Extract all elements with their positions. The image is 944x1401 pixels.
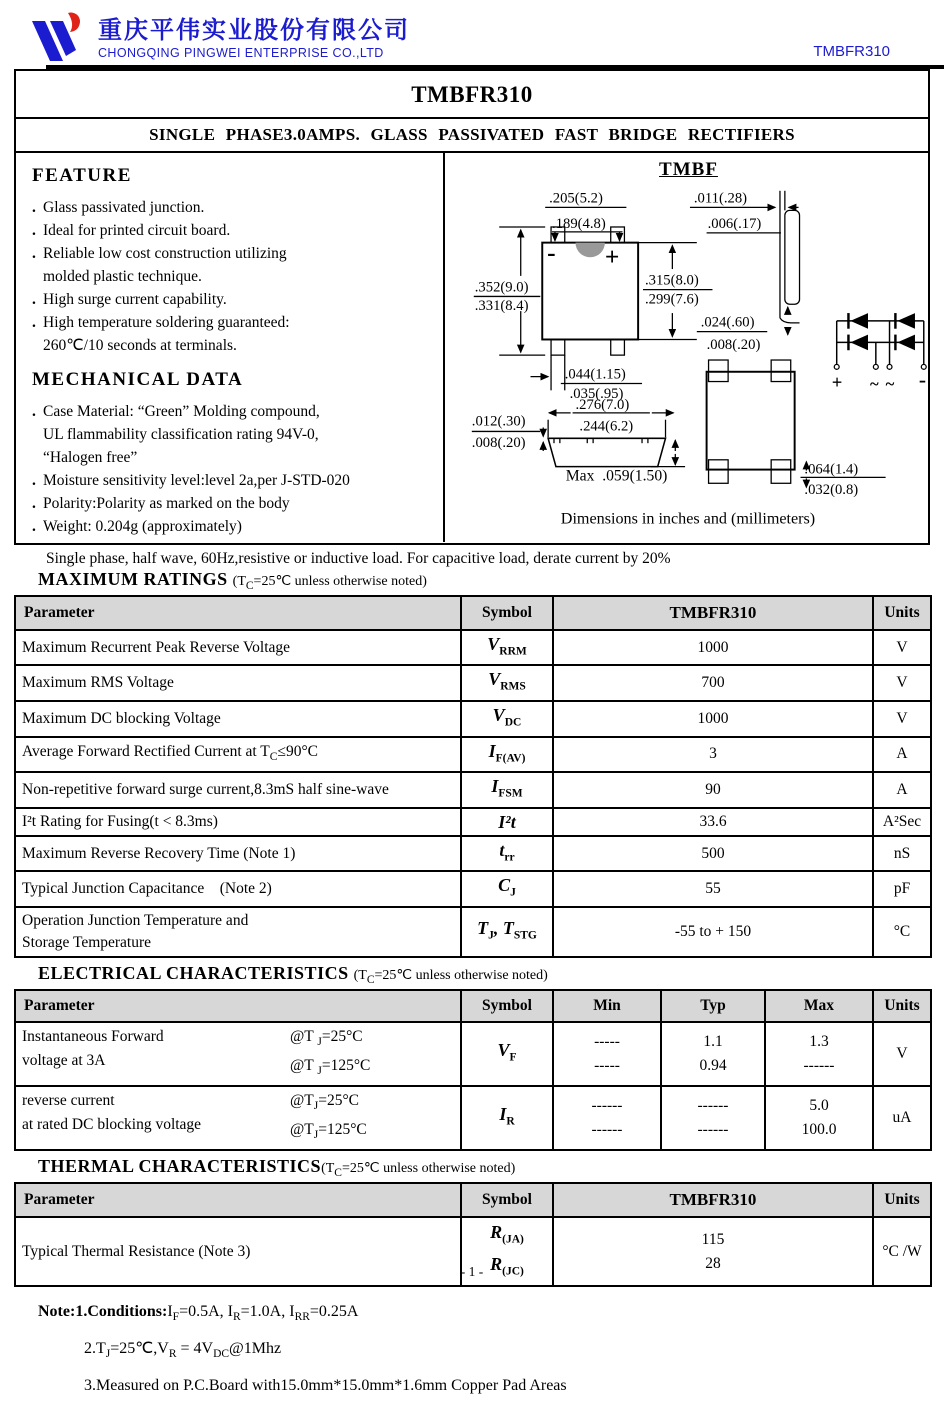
list-text: Moisture sensitivity level:level 2a,per J-STD-020 [43,472,350,489]
col-typ: Typ [661,990,765,1022]
list-text: Polarity:Polarity as marked on the body [43,495,290,512]
table-row [15,808,931,836]
list-text: 260℃/10 seconds at terminals. [43,337,237,354]
param-line: reverse current [22,1091,115,1109]
param-line: Storage Temperature [22,933,152,951]
value-cell: -55 to + 150 [553,907,873,957]
col-min: Min [553,990,661,1022]
symbol-cell: I²t [461,808,553,836]
col-part: TMBFR310 [553,1183,873,1217]
dim-label: .035(.95) [569,386,624,403]
value-line: ------ [697,1121,729,1139]
symbol-cell: $V_{RRM}$ [461,630,553,666]
col-symbol: Symbol [461,596,553,630]
terminal-plus: + [831,372,843,394]
condition-lines [290,1089,454,1147]
param-line: Operation Junction Temperature and [22,911,249,929]
mechanical-list [32,400,433,538]
package-drawing [445,181,932,541]
dim-label: .331(8.4) [474,298,529,315]
symbol-cell: $V_{RMS}$ [461,665,553,701]
mechanical-heading: MECHANICAL DATA [32,369,244,390]
datasheet-main-box [14,69,930,545]
list-line [32,265,433,288]
col-max: Max [765,990,873,1022]
list-line [32,311,433,334]
table-row [15,1086,931,1150]
param-lines [22,1025,290,1083]
header [0,0,944,62]
table-row [15,871,931,907]
list-line [32,288,433,311]
symbol-cell: $V_{DC}$ [461,701,553,737]
units-cell: A²Sec [873,808,931,836]
package-name: TMBF [659,159,718,180]
table-header-row [15,596,931,630]
bullet-dot: . [32,314,36,331]
units-cell: pF [873,871,931,907]
value-cell: 700 [553,665,873,701]
col-parameter: Parameter [15,596,461,630]
param-cell [15,665,461,701]
list-item [32,196,433,219]
param-line: Typical Junction Capacitance (Note 2) [22,880,272,898]
units-cell: A [873,737,931,773]
units-cell: °C /W [873,1217,931,1286]
dim-label: .044(1.15) [564,366,626,383]
param-cell [15,836,461,872]
header-part-number: TMBFR310 [813,43,890,60]
dim-label: .008(.20) [706,337,761,354]
bullet-dot: . [32,495,36,512]
list-line [32,334,433,357]
units-cell: V [873,701,931,737]
value-line: ------ [697,1097,729,1115]
bullet-dot: . [32,472,36,489]
dim-label: .024(.60) [700,314,755,331]
condition-line: $@T_J=125^\circ C$ [290,1121,367,1142]
dim-label: .244(6.2) [579,418,634,435]
note-line: 3.Measured on P.C.Board with15.0mm*15.0mm*1.6mm Copper Pad Areas [84,1377,567,1395]
list-text: Ideal for printed circuit board. [43,222,231,239]
value-line: ------ [591,1121,623,1139]
dim-label: Max .059(1.50) [565,467,668,485]
value-cell: 55 [553,871,873,907]
bullet-dot: . [32,245,36,262]
value-cell: 90 [553,772,873,808]
dim-label: .189(4.8) [552,215,606,232]
value-line: ----- [594,1032,620,1050]
company-name-cn: 重庆平伟实业股份有限公司 [98,18,410,44]
feature-list [32,196,433,357]
symbol-cell: $I_R$ [461,1086,553,1150]
company-logo [26,9,92,61]
param-line: Maximum DC blocking Voltage [22,709,221,727]
col-units: Units [873,990,931,1022]
company-name-en: CHONGQING PINGWEI ENTERPRISE CO.,LTD [98,46,384,60]
symbol-cell: $I_{F(AV)}$ [461,737,553,773]
symbol-cell: $I_{FSM}$ [461,772,553,808]
value-line: 0.94 [699,1056,727,1074]
param-split [22,1089,454,1147]
value-cell: 3 [553,737,873,773]
list-line [32,515,433,538]
polarity-notch [576,243,605,258]
dim-label: .276(7.0) [575,396,630,413]
param-lines [22,1089,290,1147]
value-line: 5.0 [809,1097,829,1115]
thermal-heading: THERMAL $CHARACTERISTICS(T_C=25℃$ unless otherwise noted) [38,1156,516,1179]
value-line: ----- [594,1056,620,1074]
value-cell: 1000 [553,701,873,737]
part-subtitle: SINGLE PHASE3.0AMPS. GLASS PASSIVATED FAST BRIDGE RECTIFIERS [16,119,928,153]
list-line [32,469,433,492]
dim-label: .008(.20) [471,435,526,452]
symbol-cell: $V_F$ [461,1022,553,1086]
symbol-cell: $t_{rr}$ [461,836,553,872]
param-line: Non-repetitive forward surge current,8.3mS half sine-wave [22,780,389,798]
list-text: “Halogen free” [43,449,138,466]
table-row [15,737,931,773]
param-line: Maximum Reverse Recovery Time (Note 1) [22,844,296,862]
value-line: 115 [701,1230,725,1248]
dim-label: .006(.17) [707,215,762,232]
table-row [15,630,931,666]
param-cell [15,1086,461,1150]
dim-label: .205(5.2) [549,190,603,207]
list-text: Glass passivated junction. [43,199,205,216]
param-split [22,1025,454,1083]
list-item [32,492,433,515]
param-line: Instantaneous Forward [22,1027,164,1045]
value-line: 1.1 [703,1032,723,1050]
bullet-dot: . [32,291,36,308]
dimension-caption: Dimensions in inches and (millimeters) [560,510,816,528]
col-units: Units [873,1183,931,1217]
value-line: ------ [803,1056,835,1074]
param-line: Typical Thermal Resistance (Note 3) [22,1242,251,1260]
polarity-plus-mark: + [604,242,620,272]
table-header-row [15,1183,931,1217]
symbol-line: $R_{(JA)}$ [490,1221,524,1246]
value-line: 100.0 [801,1121,837,1139]
param-line: Maximum Recurrent Peak Reverse Voltage [22,638,291,656]
col-symbol: Symbol [461,1183,553,1217]
feature-column [16,153,445,542]
value-cell [553,1022,661,1086]
bullet-dot: . [32,518,36,535]
terminal-ac2: ~ [885,374,895,394]
param-cell [15,772,461,808]
table-row [15,1022,931,1086]
list-text: molded plastic technique. [43,268,202,285]
units-cell: °C [873,907,931,957]
list-text: High temperature soldering guaranteed: [43,314,290,331]
list-item [32,219,433,242]
package-column [445,153,932,542]
col-units: Units [873,596,931,630]
value-cell [661,1022,765,1086]
param-line: Maximum RMS Voltage [22,674,174,692]
electrical-table [14,989,932,1151]
col-parameter: Parameter [15,1183,461,1217]
value-cell [553,1086,661,1150]
dim-label: .064(1.4) [804,461,859,478]
list-line [32,196,433,219]
value-cell [661,1086,765,1150]
bullet-dot: . [32,403,36,420]
table-header-row [15,990,931,1022]
symbol-line: $R_{(JC)}$ [490,1253,524,1278]
list-text: Reliable low cost construction utilizing [43,245,287,262]
units-cell: V [873,630,931,666]
value-cell: 1000 [553,630,873,666]
table-row [15,701,931,737]
list-line [32,423,433,446]
dim-label: .352(9.0) [474,279,529,296]
value-line: 1.3 [809,1032,829,1050]
list-text: UL flammability classification rating 94V-0, [43,426,319,443]
condition-line: @T $_J$=125°C [290,1056,371,1077]
units-cell: uA [873,1086,931,1150]
table-row [15,907,931,957]
param-line: I²t Rating for Fusing(t < 8.3ms) [22,812,218,830]
dim-label: .032(0.8) [804,482,859,499]
dim-label: .012(.30) [471,413,526,430]
polarity-minus-mark: - [547,238,556,268]
bullet-dot: . [32,199,36,216]
diode-icon [897,313,915,329]
symbol-cell: $C_J$ [461,871,553,907]
max-ratings-table [14,595,932,958]
param-line: Average Forward Rectified Current at $T_C\le 90^\circ C$ [22,742,318,763]
load-condition-note: Single phase, half wave, 60Hz,resistive or inductive load. For capacitive load, derate current by 20% [46,550,671,567]
param-cell [15,808,461,836]
page-number: - 1 - [460,1264,484,1279]
value-cell: 33.6 [553,808,873,836]
note-line: $Note:1.Conditions:I_F=0.5A$, $I_R=1.0A$, $I_{RR}=0.25A$ [38,1303,359,1324]
col-parameter: Parameter [15,990,461,1022]
diode-icon [850,335,868,351]
dim-label: .011(.28) [693,190,748,207]
list-line [32,400,433,423]
table-row [15,772,931,808]
table-row [15,836,931,872]
note-line: $2.T_J=25℃,V_R$ = $4V_{DC}@1Mhz$ [84,1340,282,1361]
param-cell [15,630,461,666]
col-part: TMBFR310 [553,596,873,630]
condition-line: @T $_J$=25°C [290,1027,363,1048]
list-item [32,515,433,538]
condition-lines [290,1025,454,1083]
param-line: at rated DC blocking voltage [22,1115,202,1133]
feature-heading: FEATURE [32,165,132,186]
value-line: 28 [705,1254,721,1272]
value-line: ------ [591,1097,623,1115]
param-cell [15,737,461,773]
units-cell: nS [873,836,931,872]
list-text: Case Material: “Green” Molding compound, [43,403,320,420]
param-cell [15,907,461,957]
list-text: High surge current capability. [43,291,227,308]
col-symbol: Symbol [461,990,553,1022]
company-block [98,10,410,60]
list-line [32,242,433,265]
list-line [32,492,433,515]
value-cell [765,1086,873,1150]
list-line [32,446,433,469]
value-cell [765,1022,873,1086]
symbol-cell: $T_J$, $T_{STG}$ [461,907,553,957]
diode-icon [897,335,915,351]
param-line: voltage at 3A [22,1051,106,1069]
electrical-heading: ELECTRICAL CHARACTERISTICS ($T_C=25℃$ unless otherwise noted) [38,962,548,986]
notes-block [38,1296,944,1401]
param-cell [15,1022,461,1086]
diode-icon [850,313,868,329]
units-cell: V [873,1022,931,1086]
units-cell: A [873,772,931,808]
value-cell: 500 [553,836,873,872]
list-item [32,400,433,469]
list-item [32,288,433,311]
part-title: TMBFR310 [16,71,928,119]
table-row [15,665,931,701]
param-cell [15,701,461,737]
terminal-ac1: ~ [869,374,879,394]
list-text: Weight: 0.204g (approximately) [43,518,242,535]
list-item [32,469,433,492]
list-line [32,219,433,242]
list-item [32,311,433,357]
terminal-minus: - [918,367,927,392]
bridge-schematic [834,313,926,369]
max-ratings-heading: MAXIMUM RATINGS ($T_C=25℃$ unless otherwise noted) [38,569,427,592]
param-cell [15,871,461,907]
dim-label: .299(7.6) [644,291,699,308]
units-cell: V [873,665,931,701]
condition-line: $@T_J=25^\circ C$ [290,1091,360,1113]
dim-label: .315(8.0) [644,272,699,289]
list-item [32,242,433,288]
bullet-dot: . [32,222,36,239]
